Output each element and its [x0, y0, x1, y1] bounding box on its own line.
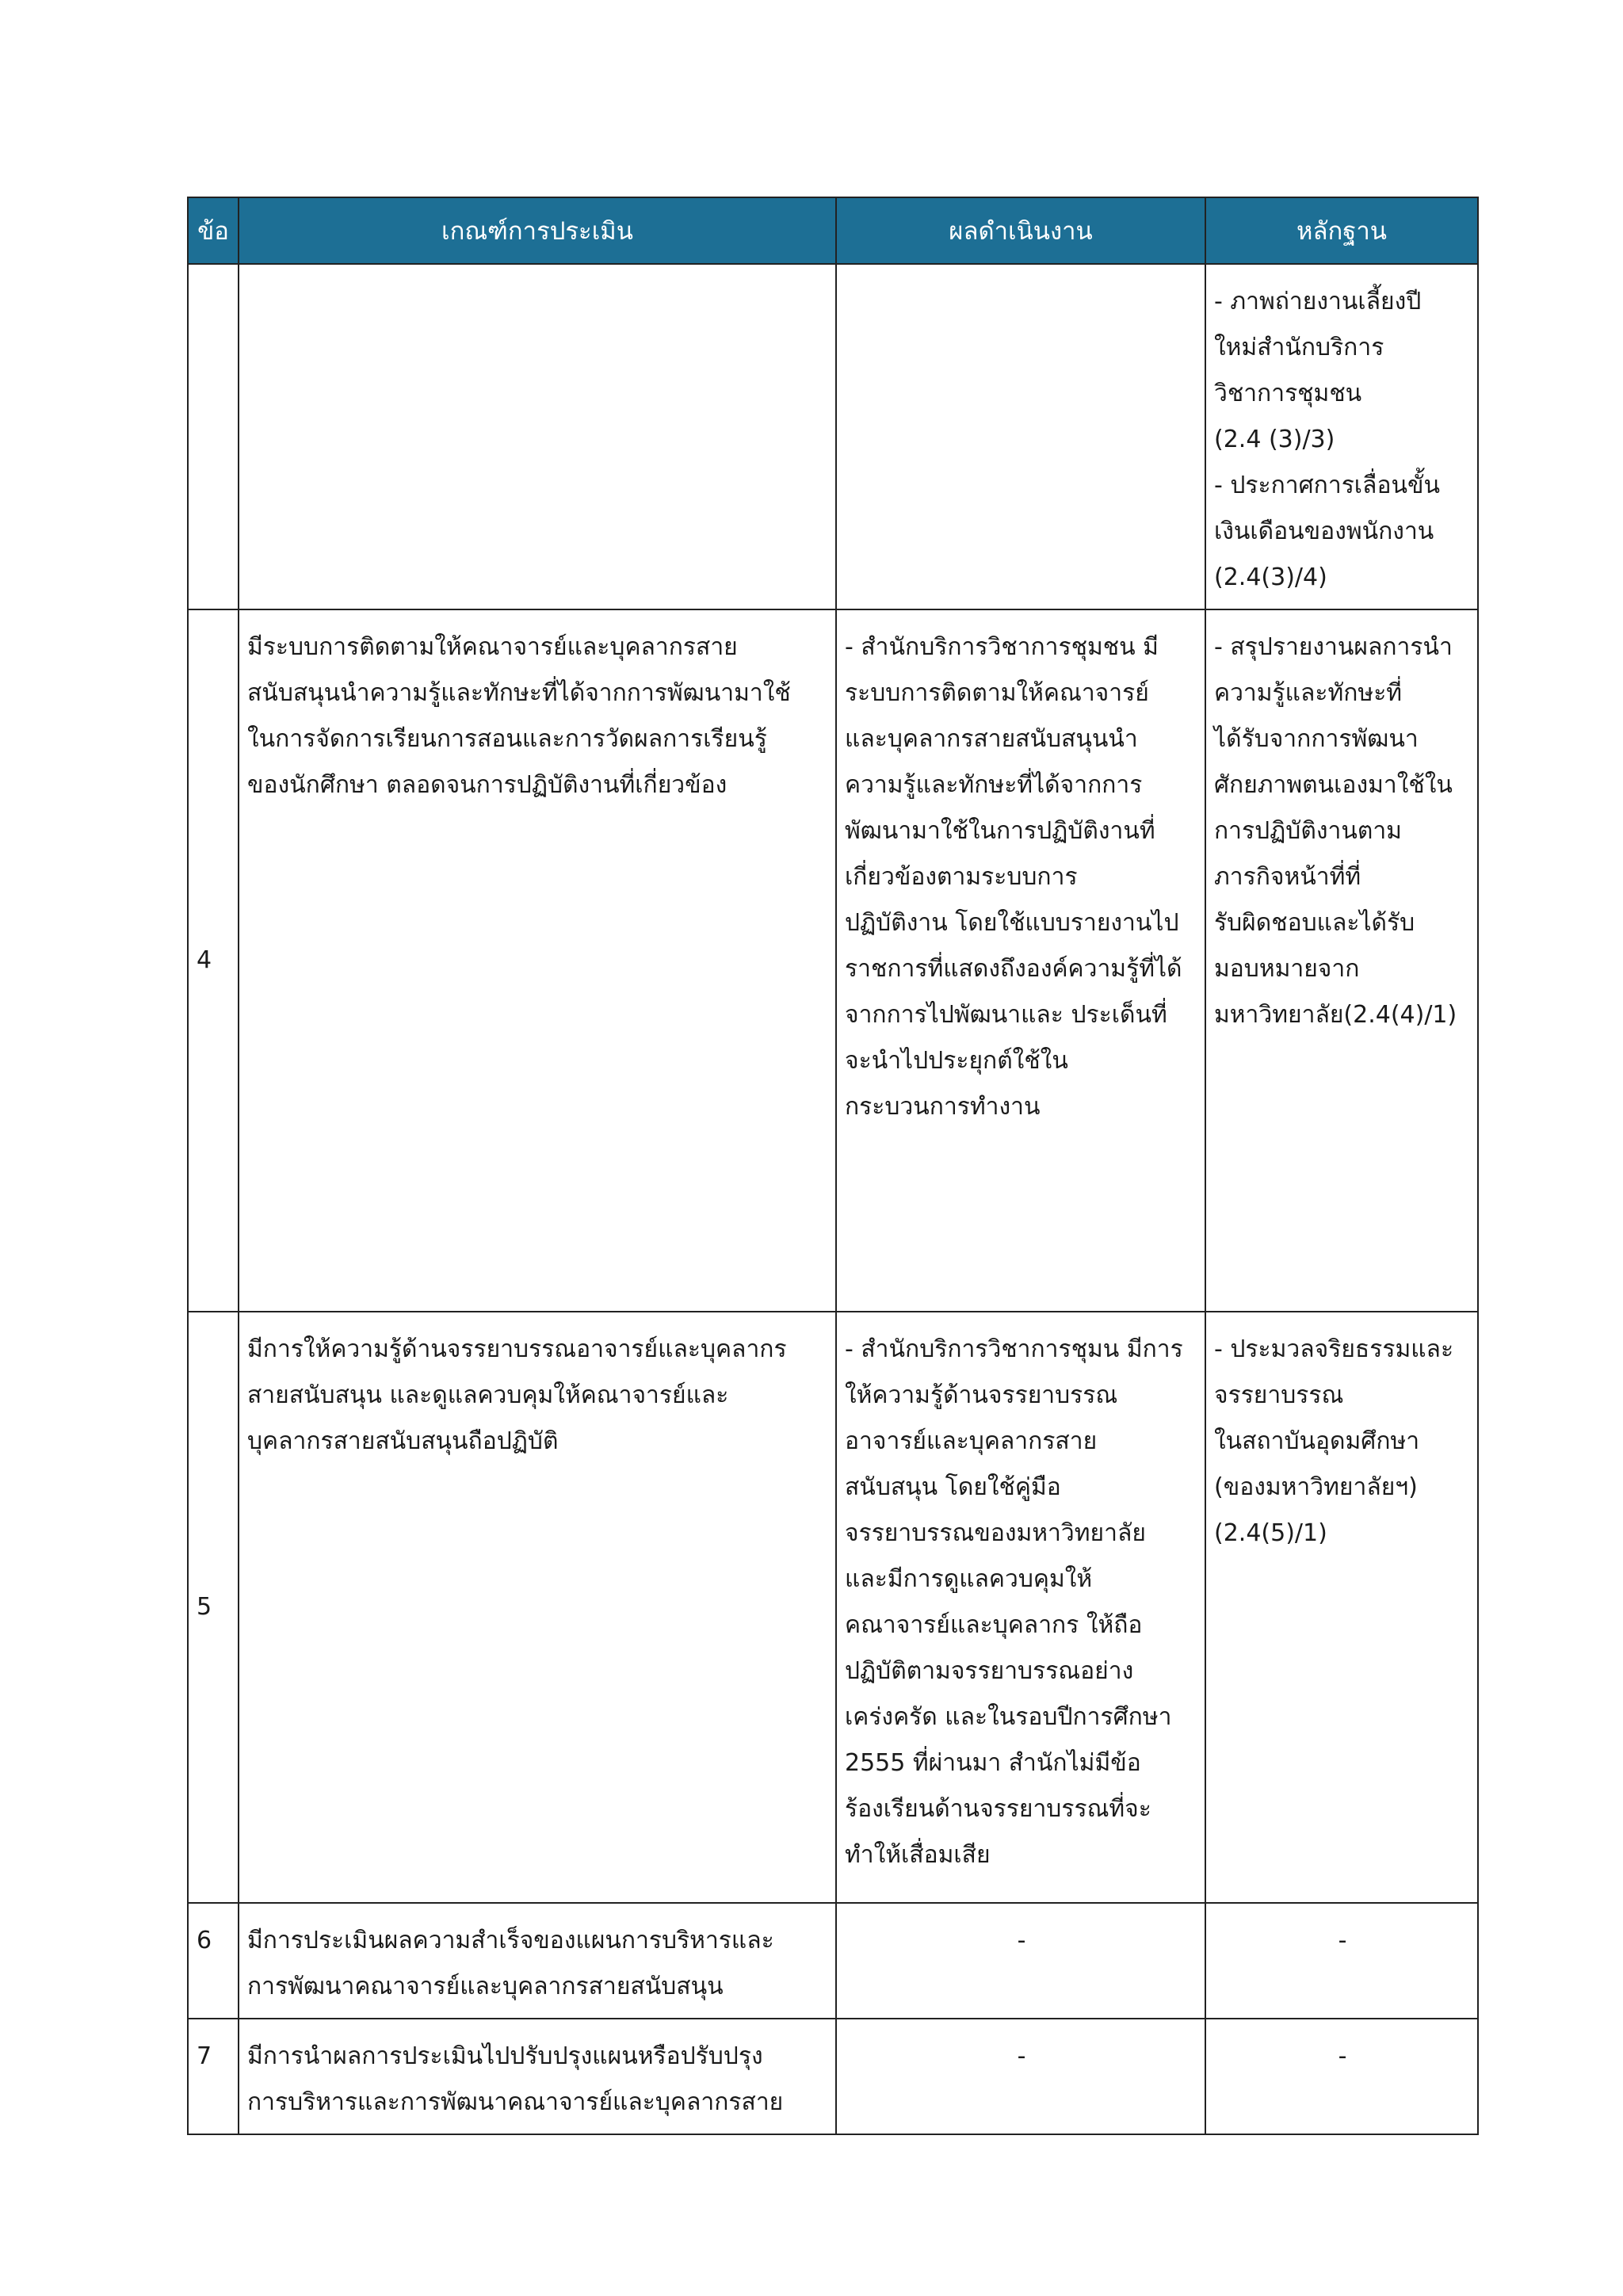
criteria-line: การบริหารและการพัฒนาคณาจารย์และบุคลากรสาย — [247, 2088, 784, 2116]
result-line: ปฏิบัติตามจรรยาบรรณอย่าง — [845, 1657, 1134, 1685]
cell-criteria — [239, 1903, 836, 2019]
assessment-table — [187, 197, 1479, 2135]
row-number: 4 — [188, 609, 239, 1312]
evidence-line: - ภาพถ่ายงานเลี้ยงปี — [1214, 288, 1422, 315]
criteria-line: มีการให้ความรู้ด้านจรรยาบรรณอาจารย์และบุคลากร — [247, 1335, 787, 1363]
result-line: - สำนักบริการวิชาการชุมน มีการ — [845, 1335, 1183, 1363]
table-row — [188, 1312, 1478, 1903]
result-line: จากการไปพัฒนาและ ประเด็นที่ — [845, 1001, 1167, 1029]
cell-evidence — [1205, 1903, 1478, 2019]
table-header — [188, 197, 1478, 264]
evidence-line: - สรุปรายงานผลการนำ — [1214, 633, 1453, 661]
result-line: ทำให้เสื่อมเสีย — [845, 1841, 991, 1869]
evidence-line: ใหม่สำนักบริการ — [1214, 334, 1384, 361]
result-line: จะนำไปประยุกต์ใช้ใน — [845, 1047, 1068, 1075]
header-evidence: หลักฐาน — [1205, 197, 1478, 264]
evidence-line: มหาวิทยาลัย(2.4(4)/1) — [1214, 1001, 1457, 1029]
criteria-line: มีระบบการติดตามให้คณาจารย์และบุคลากรสาย — [247, 633, 738, 661]
criteria-line: มีการนำผลการประเมินไปปรับปรุงแผนหรือปรับปรุง — [247, 2042, 763, 2070]
evidence-line: ความรู้และทักษะที่ — [1214, 679, 1403, 707]
result-line: คณาจารย์และบุคลากร ให้ถือ — [845, 1611, 1143, 1639]
evidence-line: การปฏิบัติงานตาม — [1214, 817, 1402, 845]
row-number: 5 — [188, 1312, 239, 1903]
table-row — [188, 2019, 1478, 2134]
result-line: และบุคลากรสายสนับสนุนนำ — [845, 725, 1138, 753]
row-number: 6 — [188, 1903, 239, 2019]
result-line: ราชการที่แสดงถึงองค์ความรู้ที่ได้ — [845, 955, 1182, 983]
header-row — [188, 197, 1478, 264]
result-line: ปฏิบัติงาน โดยใช้แบบรายงานไป — [845, 909, 1179, 937]
evidence-line: - — [1338, 2042, 1347, 2070]
result-line: ให้ความรู้ด้านจรรยาบรรณ — [845, 1381, 1118, 1409]
cell-evidence — [1205, 609, 1478, 1312]
table-body — [188, 264, 1478, 2134]
criteria-line: ของนักศึกษา ตลอดจนการปฏิบัติงานที่เกี่ยวข้อง — [247, 771, 727, 799]
result-line: และมีการดูแลควบคุมให้ — [845, 1565, 1093, 1593]
cell-criteria — [239, 609, 836, 1312]
table-row — [188, 1903, 1478, 2019]
result-line: - — [1017, 1927, 1026, 1954]
cell-result — [836, 2019, 1205, 2134]
evidence-line: (ของมหาวิทยาลัยฯ) — [1214, 1473, 1418, 1501]
criteria-line: สนับสนุนนำความรู้และทักษะที่ได้จากการพัฒนามาใช้ — [247, 679, 791, 707]
cell-result — [836, 1903, 1205, 2019]
criteria-line: สายสนับสนุน และดูแลควบคุมให้คณาจารย์และ — [247, 1381, 729, 1409]
header-criteria: เกณฑ์การประเมิน — [239, 197, 836, 264]
result-line: ระบบการติดตามให้คณาจารย์ — [845, 679, 1149, 707]
cell-criteria — [239, 2019, 836, 2134]
result-line: เกี่ยวข้องตามระบบการ — [845, 863, 1078, 891]
evidence-line: วิชาการชุมชน — [1214, 380, 1362, 407]
evidence-line: - ประมวลจริยธรรมและ — [1214, 1335, 1454, 1363]
header-num: ข้อ — [188, 197, 239, 264]
cell-evidence — [1205, 2019, 1478, 2134]
evidence-line: รับผิดชอบและได้รับ — [1214, 909, 1415, 937]
evidence-line: ศักยภาพตนเองมาใช้ใน — [1214, 771, 1453, 799]
table-row — [188, 264, 1478, 609]
result-line: ความรู้และทักษะที่ได้จากการ — [845, 771, 1143, 799]
evidence-line: - ประกาศการเลื่อนขั้น — [1214, 472, 1440, 499]
evidence-line: (2.4 (3)/3) — [1214, 426, 1335, 453]
criteria-line: การพัฒนาคณาจารย์และบุคลากรสายสนับสนุน — [247, 1973, 724, 2000]
table-row — [188, 609, 1478, 1312]
result-line: อาจารย์และบุคลากรสาย — [845, 1427, 1098, 1455]
cell-result — [836, 1312, 1205, 1903]
evidence-line: (2.4(5)/1) — [1214, 1519, 1327, 1547]
criteria-line: ในการจัดการเรียนการสอนและการวัดผลการเรียนรู้ — [247, 725, 767, 753]
result-line: จรรยาบรรณของมหาวิทยาลัย — [845, 1519, 1146, 1547]
result-line: กระบวนการทำงาน — [845, 1093, 1041, 1121]
result-line: พัฒนามาใช้ในการปฏิบัติงานที่ — [845, 817, 1155, 845]
row-number: 7 — [188, 2019, 239, 2134]
cell-criteria — [239, 1312, 836, 1903]
evidence-line: จรรยาบรรณ — [1214, 1381, 1344, 1409]
criteria-line: มีการประเมินผลความสำเร็จของแผนการบริหารและ — [247, 1927, 774, 1954]
evidence-line: (2.4(3)/4) — [1214, 563, 1327, 591]
criteria-line: บุคลากรสายสนับสนุนถือปฏิบัติ — [247, 1427, 559, 1455]
header-result: ผลดำเนินงาน — [836, 197, 1205, 264]
cell-result — [836, 609, 1205, 1312]
evidence-line: ได้รับจากการพัฒนา — [1214, 725, 1419, 753]
cell-criteria — [239, 264, 836, 609]
result-line: ร้องเรียนด้านจรรยาบรรณที่จะ — [845, 1795, 1151, 1823]
result-line: เคร่งครัด และในรอบปีการศึกษา — [845, 1703, 1172, 1731]
evidence-line: - — [1338, 1927, 1347, 1954]
result-line: - — [1017, 2042, 1026, 2070]
evidence-line: ภารกิจหน้าที่ที่ — [1214, 863, 1361, 891]
cell-result — [836, 264, 1205, 609]
evidence-line: มอบหมายจาก — [1214, 955, 1360, 983]
result-line: 2555 ที่ผ่านมา สำนักไม่มีข้อ — [845, 1749, 1141, 1777]
evidence-line: เงินเดือนของพนักงาน — [1214, 518, 1434, 545]
evidence-line: ในสถาบันอุดมศึกษา — [1214, 1427, 1420, 1455]
result-line: สนับสนุน โดยใช้คู่มือ — [845, 1473, 1061, 1501]
result-line: - สำนักบริการวิชาการชุมชน มี — [845, 633, 1159, 661]
row-number — [188, 264, 239, 609]
cell-evidence — [1205, 264, 1478, 609]
cell-evidence — [1205, 1312, 1478, 1903]
